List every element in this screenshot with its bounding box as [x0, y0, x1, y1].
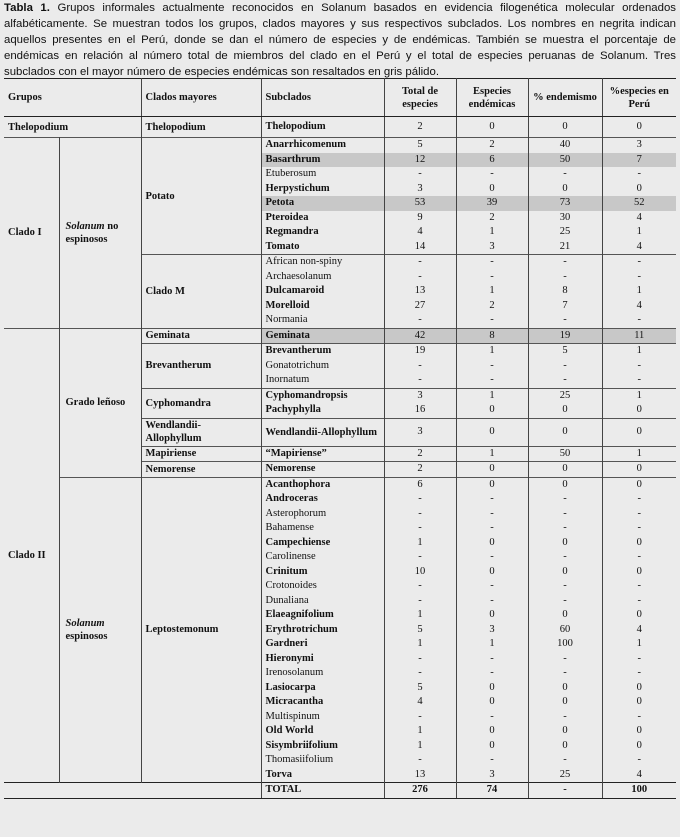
especies-endemicas-cell: - [456, 710, 528, 725]
pct-endemismo-cell: 7 [528, 299, 602, 314]
pct-peru-cell: - [602, 255, 676, 270]
especies-endemicas-cell: 0 [456, 739, 528, 754]
total-especies-cell: 1 [384, 739, 456, 754]
especies-endemicas-cell: - [456, 666, 528, 681]
pct-endemismo-cell: - [528, 167, 602, 182]
subclade-cell: Erythrotrichum [261, 623, 384, 638]
pct-peru-cell: 0 [636, 725, 642, 737]
especies-endemicas-cell: 0 [456, 477, 528, 492]
total-especies-cell: - [384, 666, 456, 681]
pct-endemismo-cell: - [528, 652, 602, 667]
pct-peru-cell: 52 [602, 196, 676, 211]
especies-endemicas-cell: 0 [456, 403, 528, 418]
especies-endemicas-cell: - [456, 521, 528, 536]
header-clados: Clados mayores [141, 79, 261, 117]
subclade-cell: Gardneri [261, 637, 384, 652]
pct-peru-cell: - [637, 594, 641, 606]
total-especies-cell: - [384, 255, 456, 270]
subclade-cell: Thomasiifolium [261, 753, 384, 768]
table-row [4, 477, 676, 492]
subclade-cell: Normania [261, 313, 384, 328]
total-especies-cell: - [384, 710, 456, 725]
total-especies-cell: - [384, 594, 456, 609]
pct-endemismo-cell: - [528, 507, 602, 522]
total-pct-endemismo: - [528, 783, 602, 799]
total-especies-cell: 5 [384, 681, 456, 696]
pct-endemismo-cell: 30 [528, 211, 602, 226]
pct-peru-cell: 1 [636, 285, 642, 297]
especies-endemicas-cell: 0 [456, 418, 528, 446]
pct-endemismo-cell: 0 [528, 403, 602, 418]
especies-endemicas-cell: - [456, 579, 528, 594]
pct-endemismo-cell: 0 [528, 724, 602, 739]
especies-endemicas-cell: 6 [456, 153, 528, 168]
pct-peru-cell: 4 [636, 211, 642, 223]
pct-peru-cell: - [637, 652, 641, 664]
especies-endemicas-cell: - [456, 359, 528, 374]
subclade-cell: Carolinense [261, 550, 384, 565]
pct-peru-cell: 1 [602, 388, 676, 403]
pct-peru-cell: - [637, 314, 641, 326]
header-subclados: Subclados [261, 79, 384, 117]
especies-endemicas-cell: 1 [456, 388, 528, 403]
pct-peru-cell: 1 [636, 226, 642, 238]
pct-endemismo-cell: - [528, 313, 602, 328]
total-especies-cell: - [384, 359, 456, 374]
subclade-cell: Bahamense [261, 521, 384, 536]
total-row [4, 783, 676, 799]
total-especies-cell: - [384, 579, 456, 594]
total-especies-cell: 4 [384, 695, 456, 710]
subclade-cell: Anarrhicomenum [261, 138, 384, 153]
pct-peru-cell: - [637, 754, 641, 766]
pct-endemismo-cell: 0 [528, 462, 602, 478]
group-grado-lenoso: Grado leñoso [59, 328, 141, 477]
subclade-cell: Inornatum [261, 373, 384, 388]
pct-peru-cell: 0 [636, 681, 642, 693]
pct-endemismo-cell: 0 [528, 565, 602, 580]
total-especies: 276 [384, 783, 456, 799]
total-especies-cell: 42 [384, 328, 456, 344]
caption-label: Tabla 1. [4, 2, 50, 14]
group-clado-i: Clado I [4, 138, 59, 329]
pct-endemismo-cell: - [528, 255, 602, 270]
pct-peru-cell: 4 [636, 623, 642, 635]
pct-peru-cell: 0 [602, 418, 676, 446]
subclade-cell: Androceras [261, 492, 384, 507]
pct-endemismo-cell: - [528, 753, 602, 768]
total-especies-cell: - [384, 521, 456, 536]
especies-endemicas-cell: 1 [456, 225, 528, 240]
pct-endemismo-cell: - [528, 550, 602, 565]
total-especies-cell: 2 [384, 117, 456, 138]
header-pct-endemismo: % endemismo [528, 79, 602, 117]
clade-wendlandii-allophyllum: Wendlandii-Allophyllum [141, 418, 261, 446]
subclade-cell: Dunaliana [261, 594, 384, 609]
total-especies-cell: 5 [384, 138, 456, 153]
pct-peru-cell: 0 [636, 739, 642, 751]
subclade-cell: Nemorense [261, 462, 384, 478]
pct-endemismo-cell: 50 [528, 153, 602, 168]
total-especies-cell: 2 [384, 446, 456, 462]
especies-endemicas-cell: - [456, 167, 528, 182]
subclade-cell: Morelloid [261, 299, 384, 314]
clade-potato: Potato [141, 138, 261, 255]
pct-endemismo-cell: 50 [528, 446, 602, 462]
especies-endemicas-cell: 39 [456, 196, 528, 211]
pct-endemismo-cell: - [528, 521, 602, 536]
clade-mapiriense: Mapiriense [141, 446, 261, 462]
subclade-cell: Brevantherum [261, 344, 384, 359]
especies-endemicas-cell: 1 [456, 344, 528, 359]
pct-endemismo-cell: - [528, 373, 602, 388]
pct-peru-cell: 4 [636, 299, 642, 311]
especies-endemicas-cell: - [456, 753, 528, 768]
pct-endemismo-cell: 0 [528, 477, 602, 492]
total-especies-cell: 10 [384, 565, 456, 580]
pct-endemismo-cell: 0 [528, 536, 602, 551]
especies-endemicas-cell: 3 [456, 240, 528, 255]
caption-text: Grupos informales actualmente reconocidos en Solanum basados en evidencia filogenética molecular ordenados alfabéticamente. Se muestran todos los grupos, clados mayores y sus respectivos subclados. Los nombres en negrita indican aquellos presentes en el Perú, donde se dan el número de especies y de endémicas. También se muestra el porcentaje de endémicas en relación al número total de miembros del clado en el Perú y el total de especies peruanas de Solanum. Tres subclados con el mayor número de especies endémicas son resaltados en gris pálido. [4, 2, 676, 78]
subclade-cell: Pachyphylla [261, 403, 384, 418]
subclade-cell: Gonatotrichum [261, 359, 384, 374]
clade-nemorense: Nemorense [141, 462, 261, 478]
subclade-cell: Tomato [261, 240, 384, 255]
total-especies-cell: 13 [384, 768, 456, 783]
total-especies-cell: 1 [384, 724, 456, 739]
especies-endemicas-cell: 2 [456, 211, 528, 226]
subclade-cell: Herpystichum [261, 182, 384, 197]
especies-endemicas-cell: 0 [456, 608, 528, 623]
especies-endemicas-cell: 0 [456, 117, 528, 138]
pct-peru-cell: - [637, 667, 641, 679]
total-label: TOTAL [261, 783, 384, 799]
header-row [4, 79, 676, 117]
pct-peru-cell: 7 [602, 153, 676, 168]
total-especies-cell: - [384, 270, 456, 285]
header-pct-peru: %especies en Perú [602, 79, 676, 117]
group-solanum-espinosos: Solanum espinosos [59, 477, 141, 783]
especies-endemicas-cell: - [456, 507, 528, 522]
subclade-cell: Elaeagnifolium [261, 608, 384, 623]
especies-endemicas-cell: - [456, 313, 528, 328]
pct-endemismo-cell: 73 [528, 196, 602, 211]
pct-peru-cell: 4 [636, 768, 642, 780]
subclade-cell: Dulcamaroid [261, 284, 384, 299]
pct-peru-cell: - [637, 374, 641, 386]
pct-peru-cell: 0 [636, 536, 642, 548]
total-especies-cell: - [384, 753, 456, 768]
especies-endemicas-cell: 3 [456, 768, 528, 783]
total-pct-peru: 100 [602, 783, 676, 799]
especies-endemicas-cell: 0 [456, 462, 528, 478]
clade-cyphomandra: Cyphomandra [141, 388, 261, 418]
subclade-cell: Irenosolanum [261, 666, 384, 681]
especies-endemicas-cell: 0 [456, 724, 528, 739]
pct-endemismo-cell: - [528, 492, 602, 507]
total-especies-cell: 9 [384, 211, 456, 226]
especies-endemicas-cell: 0 [456, 536, 528, 551]
clade-leptostemonum: Leptostemonum [141, 477, 261, 783]
pct-peru-cell: 0 [602, 462, 676, 478]
total-especies-cell: 3 [384, 388, 456, 403]
pct-peru-cell: - [637, 522, 641, 534]
pct-peru-cell: 1 [636, 638, 642, 650]
pct-endemismo-cell: 25 [528, 225, 602, 240]
total-especies-cell: - [384, 507, 456, 522]
header-endemicas: Especies endémicas [456, 79, 528, 117]
pct-endemismo-cell: 0 [528, 681, 602, 696]
total-especies-cell: 3 [384, 182, 456, 197]
subclade-cell: Campechiense [261, 536, 384, 551]
total-especies-cell: - [384, 167, 456, 182]
especies-endemicas-cell: 1 [456, 637, 528, 652]
subclade-cell: African non-spiny [261, 255, 384, 270]
pct-endemismo-cell: 0 [528, 182, 602, 197]
subclade-cell: Crinitum [261, 565, 384, 580]
especies-endemicas-cell: 2 [456, 138, 528, 153]
pct-peru-cell: 4 [636, 240, 642, 252]
subclade-cell: Crotonoides [261, 579, 384, 594]
subclade-cell: Micracantha [261, 695, 384, 710]
subclade-cell: Geminata [261, 328, 384, 344]
total-especies-cell: - [384, 492, 456, 507]
subclade-cell: Cyphomandropsis [261, 388, 384, 403]
especies-endemicas-cell: 1 [456, 284, 528, 299]
pct-endemismo-cell: - [528, 666, 602, 681]
pct-peru-cell: 11 [602, 328, 676, 344]
pct-endemismo-cell: 25 [528, 768, 602, 783]
total-especies-cell: 6 [384, 477, 456, 492]
especies-endemicas-cell: - [456, 255, 528, 270]
header-total: Total de especies [384, 79, 456, 117]
pct-endemismo-cell: 5 [528, 344, 602, 359]
especies-endemicas-cell: - [456, 594, 528, 609]
total-especies-cell: 12 [384, 153, 456, 168]
pct-endemismo-cell: 25 [528, 388, 602, 403]
subclade-cell: Regmandra [261, 225, 384, 240]
pct-peru-cell: - [637, 493, 641, 505]
clade-brevantherum: Brevantherum [141, 344, 261, 389]
solanum-groups-table [4, 78, 676, 799]
total-especies-cell: - [384, 313, 456, 328]
pct-peru-cell: 0 [636, 565, 642, 577]
subclade-cell: Wendlandii-Allophyllum [261, 418, 384, 446]
pct-endemismo-cell: 8 [528, 284, 602, 299]
pct-peru-cell: - [637, 580, 641, 592]
total-especies-cell: 4 [384, 225, 456, 240]
clade-geminata: Geminata [141, 328, 261, 344]
especies-endemicas-cell: - [456, 270, 528, 285]
pct-endemismo-cell: 100 [528, 637, 602, 652]
total-especies-cell: 5 [384, 623, 456, 638]
subclade-cell: Torva [261, 768, 384, 783]
pct-endemismo-cell: 0 [528, 117, 602, 138]
pct-peru-cell: - [637, 507, 641, 519]
clade-m: Clado M [141, 255, 261, 329]
pct-endemismo-cell: 40 [528, 138, 602, 153]
especies-endemicas-cell: 0 [456, 182, 528, 197]
subclade-cell: Thelopodium [261, 117, 384, 138]
total-especies-cell: 53 [384, 196, 456, 211]
subclade-cell: Old World [261, 724, 384, 739]
pct-endemismo-cell: 21 [528, 240, 602, 255]
pct-peru-cell: 0 [636, 696, 642, 708]
total-especies-cell: 2 [384, 462, 456, 478]
total-especies-cell: - [384, 550, 456, 565]
subclade-cell: Hieronymi [261, 652, 384, 667]
pct-endemismo-cell: 0 [528, 739, 602, 754]
pct-peru-cell: - [637, 168, 641, 180]
especies-endemicas-cell: - [456, 652, 528, 667]
total-especies-cell: 16 [384, 403, 456, 418]
especies-endemicas-cell: - [456, 550, 528, 565]
especies-endemicas-cell: 1 [456, 446, 528, 462]
subclade-cell: Basarthrum [261, 153, 384, 168]
pct-peru-cell: - [637, 710, 641, 722]
pct-endemismo-cell: 19 [528, 328, 602, 344]
total-especies-cell: 27 [384, 299, 456, 314]
total-especies-cell: 1 [384, 637, 456, 652]
total-especies-cell: 3 [384, 418, 456, 446]
especies-endemicas-cell: 0 [456, 565, 528, 580]
total-especies-cell: 13 [384, 284, 456, 299]
pct-peru-cell: 0 [636, 182, 642, 194]
table-caption [4, 0, 676, 80]
total-endemicas: 74 [456, 783, 528, 799]
table-row [4, 328, 676, 344]
table-row [4, 117, 676, 138]
header-grupos: Grupos [4, 79, 141, 117]
pct-endemismo-cell: 0 [528, 608, 602, 623]
pct-endemismo-cell: 0 [528, 695, 602, 710]
pct-endemismo-cell: - [528, 359, 602, 374]
total-especies-cell: 1 [384, 536, 456, 551]
pct-peru-cell: 0 [602, 117, 676, 138]
group-thelopodium: Thelopodium [4, 117, 141, 138]
especies-endemicas-cell: 0 [456, 695, 528, 710]
total-especies-cell: - [384, 373, 456, 388]
subclade-cell: Pteroidea [261, 211, 384, 226]
subclade-cell: Archaesolanum [261, 270, 384, 285]
subclade-cell: Petota [261, 196, 384, 211]
table-row [4, 138, 676, 153]
total-especies-cell: 19 [384, 344, 456, 359]
subclade-cell: Acanthophora [261, 477, 384, 492]
group-solanum-no-espinosos: Solanum no espinosos [59, 138, 141, 329]
especies-endemicas-cell: 2 [456, 299, 528, 314]
total-especies-cell: 14 [384, 240, 456, 255]
especies-endemicas-cell: - [456, 373, 528, 388]
pct-endemismo-cell: - [528, 579, 602, 594]
pct-peru-cell: 3 [602, 138, 676, 153]
pct-peru-cell: 1 [602, 446, 676, 462]
pct-peru-cell: - [637, 270, 641, 282]
pct-peru-cell: 0 [602, 477, 676, 492]
total-especies-cell: 1 [384, 608, 456, 623]
pct-peru-cell: 0 [636, 609, 642, 621]
subclade-cell: Lasiocarpa [261, 681, 384, 696]
especies-endemicas-cell: 8 [456, 328, 528, 344]
total-blank [4, 783, 261, 799]
especies-endemicas-cell: 3 [456, 623, 528, 638]
total-especies-cell: - [384, 652, 456, 667]
clade-thelopodium: Thelopodium [141, 117, 261, 138]
subclade-cell: Sisymbriifolium [261, 739, 384, 754]
pct-endemismo-cell: 60 [528, 623, 602, 638]
pct-endemismo-cell: 0 [528, 418, 602, 446]
pct-peru-cell: - [637, 359, 641, 371]
subclade-cell: “Mapiriense” [261, 446, 384, 462]
pct-peru-cell: - [637, 551, 641, 563]
pct-peru-cell: 1 [602, 344, 676, 359]
especies-endemicas-cell: 0 [456, 681, 528, 696]
subclade-cell: Multispinum [261, 710, 384, 725]
subclade-cell: Etuberosum [261, 167, 384, 182]
pct-endemismo-cell: - [528, 710, 602, 725]
pct-endemismo-cell: - [528, 270, 602, 285]
pct-peru-cell: 0 [636, 404, 642, 416]
especies-endemicas-cell: - [456, 492, 528, 507]
subclade-cell: Asterophorum [261, 507, 384, 522]
pct-endemismo-cell: - [528, 594, 602, 609]
group-clado-ii: Clado II [4, 328, 59, 783]
